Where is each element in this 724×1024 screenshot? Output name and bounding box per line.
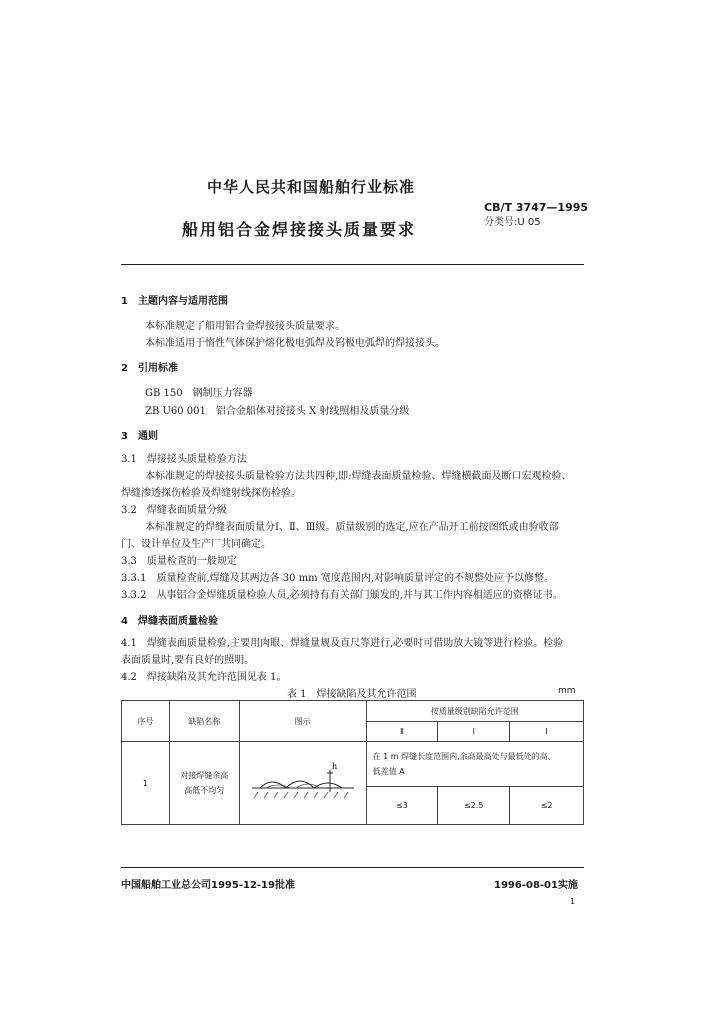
header-no: 序号 <box>122 701 170 742</box>
header-grade: Ⅱ <box>366 722 438 742</box>
row-1-value: ≤2.5 <box>438 787 510 825</box>
header-grade: Ⅰ <box>438 722 510 742</box>
classification-number: 分类号:U 05 <box>484 217 541 228</box>
header-grade: Ⅰ <box>510 722 584 742</box>
clause-3-3-heading: 3.3 质量检查的一般规定 <box>121 556 237 567</box>
section-4-heading: 4 焊缝表面质量检验 <box>121 616 218 627</box>
clause-4-1-text-line-1: 4.1 焊缝表面质量检验,主要用肉眼、焊缝量规及直尺等进行,必要时可借助放大镜等进行检验。检验 <box>121 638 564 649</box>
row-1-description-line-2: 低差值 A <box>372 767 405 776</box>
row-1-no: 1 <box>122 742 170 825</box>
clause-3-1-text-line-1: 本标准规定的焊接接头质量检验方法共四种,即:焊缝表面质量检验、焊缝横截面及断口宏观检验、 <box>145 471 572 482</box>
clause-3-3-2: 3.3.2 从事铝合金焊缝质量检验人员,必须持有有关部门颁发的,并与其工作内容相适应的资格证书。 <box>121 590 563 601</box>
row-1-figure <box>239 742 366 825</box>
clause-3-2-heading: 3.2 焊缝表面质量分级 <box>121 505 227 516</box>
clause-3-2-text-line-2: 门、设计单位及生产厂共同确定。 <box>121 539 271 550</box>
table-caption: 表 1 焊接缺陷及其允许范围 <box>287 689 417 700</box>
reference-2: ZB U60 001 铝合金船体对接接头 X 射线照相及质量分级 <box>145 406 410 417</box>
row-1-value: ≤2 <box>510 787 584 825</box>
defects-table <box>121 700 584 825</box>
clause-3-3-1: 3.3.1 质量检查前,焊缝及其两边各 30 mm 宽度范围内,对影响质量评定的不规整处应予以修整。 <box>121 573 555 584</box>
document-title: 船用铝合金焊接接头质量要求 <box>182 220 417 239</box>
figure-h-label: h <box>331 762 337 771</box>
clause-3-1-heading: 3.1 焊接接头质量检验方法 <box>121 454 247 465</box>
header-defect-name: 缺陷名称 <box>169 701 239 742</box>
standard-code: CB/T 3747—1995 <box>484 201 589 214</box>
reference-1: GB 150 钢制压力容器 <box>145 388 253 399</box>
header-figure: 图示 <box>239 701 366 742</box>
row-1-defect-name <box>169 742 239 825</box>
header-allowed-range: 按质量级别缺陷允许范围 <box>366 701 583 722</box>
section-1-heading: 1 主题内容与适用范围 <box>121 296 228 307</box>
weld-bead-figure <box>248 758 358 806</box>
clause-4-2: 4.2 焊接缺陷及其允许范围见表 1。 <box>121 672 287 683</box>
footer-divider <box>121 867 584 868</box>
clause-3-2-text-line-1: 本标准规定的焊缝表面质量分Ⅰ、Ⅱ、Ⅲ级。质量级别的选定,应在产品开工前按图纸或由验收部 <box>145 522 559 533</box>
row-1-name-line-2: 高低不均匀 <box>184 786 225 795</box>
row-1-description <box>366 742 583 787</box>
section-2-heading: 2 引用标准 <box>121 363 178 374</box>
approval-line: 中国船舶工业总公司1995-12-19批准 <box>121 880 295 891</box>
section-1-paragraph-2: 本标准适用于惰性气体保护熔化极电弧焊及钨极电弧焊的焊接接头。 <box>145 338 445 349</box>
clause-4-1-text-line-2: 表面质量时,要有良好的照明。 <box>121 655 255 666</box>
row-1-value: ≤3 <box>366 787 438 825</box>
page-number: 1 <box>570 897 576 906</box>
table-unit: mm <box>558 686 576 696</box>
section-3-heading: 3 通则 <box>121 431 158 442</box>
row-1-name-line-1: 对接焊缝余高 <box>180 771 229 780</box>
effective-date: 1996-08-01实施 <box>494 880 578 891</box>
section-1-paragraph-1: 本标准规定了船用铝合金焊接接头质量要求。 <box>145 321 345 332</box>
header-divider <box>121 264 584 265</box>
row-1-description-line-1: 在 1 m 焊缝长度范围内,余高最高处与最低处的高、 <box>372 752 556 761</box>
issuer-title: 中华人民共和国船舶行业标准 <box>207 178 416 196</box>
clause-3-1-text-line-2: 焊缝渗透探伤检验及焊缝射线探伤检验。 <box>121 488 301 499</box>
